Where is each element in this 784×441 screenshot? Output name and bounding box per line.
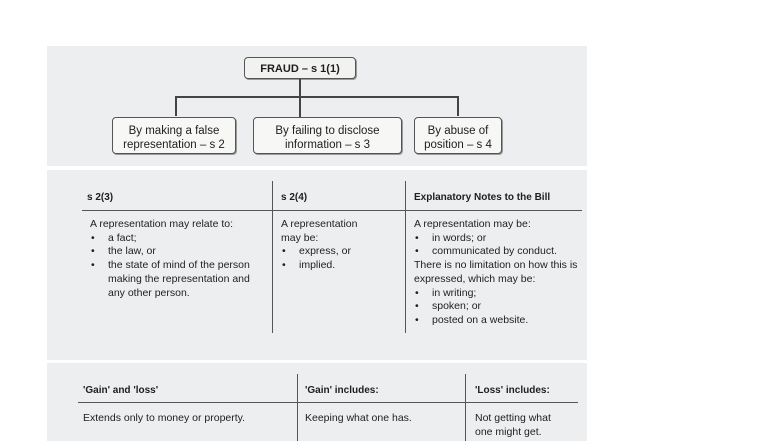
col2-cell (281, 218, 371, 273)
branch-1-line1: By making a false (128, 125, 220, 137)
col-divider-2 (465, 374, 466, 441)
list-item: • in words; or (414, 232, 586, 246)
list-item: • spoken; or (414, 300, 586, 314)
branch-3-line2: position – s 4 (424, 139, 492, 151)
branch-abuse-of-position (414, 117, 502, 154)
header-rule (78, 402, 578, 403)
list-item: • the law, or (90, 245, 268, 259)
branch-false-representation (112, 117, 236, 154)
col-divider-1 (272, 181, 273, 333)
gain-loss-cell-3: Not getting what one might get. (475, 412, 551, 438)
col3-intro: A representation may be: (414, 218, 531, 230)
list-item: • the state of mind of the person making the representation and any other person. (90, 259, 268, 300)
header-gain-and-loss: 'Gain' and 'loss' (83, 385, 159, 396)
gain-loss-cell-2: Keeping what one has. (305, 412, 412, 424)
connector-right (457, 96, 459, 116)
col2-intro: A representation may be: (281, 218, 358, 244)
col3-middle: There is no limitation on how this is expressed, which may be: (414, 259, 578, 285)
branch-3-line1: By abuse of (427, 125, 489, 137)
branch-failing-to-disclose (253, 117, 402, 154)
branch-2-line2: information – s 3 (284, 139, 370, 151)
branch-2-line1: By failing to disclose (275, 125, 380, 137)
col3-cell (414, 218, 586, 328)
connector-left (175, 96, 177, 116)
header-explanatory-notes: Explanatory Notes to the Bill (414, 192, 551, 203)
gain-loss-table (47, 363, 587, 441)
representation-table (47, 170, 587, 360)
list-item: • in writing; (414, 287, 586, 301)
header-loss-includes: 'Loss' includes: (475, 385, 550, 396)
connector-horizontal (175, 96, 458, 98)
list-item: • posted on a website. (414, 314, 586, 328)
header-s2-4: s 2(4) (281, 192, 308, 203)
fraud-root-box (244, 57, 356, 79)
col-divider-2 (405, 181, 406, 333)
header-rule (82, 210, 582, 211)
col1-cell (90, 218, 268, 300)
branch-1-line2: representation – s 2 (123, 139, 225, 151)
gain-loss-cell-1: Extends only to money or property. (83, 412, 246, 424)
fraud-diagram-panel (47, 46, 587, 166)
list-item: • communicated by conduct. (414, 245, 586, 259)
header-gain-includes: 'Gain' includes: (305, 385, 379, 396)
col1-intro: A representation may relate to: (90, 218, 233, 230)
list-item: • a fact; (90, 232, 268, 246)
list-item: • express, or (281, 245, 371, 259)
fraud-root-label: FRAUD – s 1(1) (260, 63, 340, 75)
header-s2-3: s 2(3) (87, 192, 114, 203)
list-item: • implied. (281, 259, 371, 273)
col-divider-1 (297, 374, 298, 441)
